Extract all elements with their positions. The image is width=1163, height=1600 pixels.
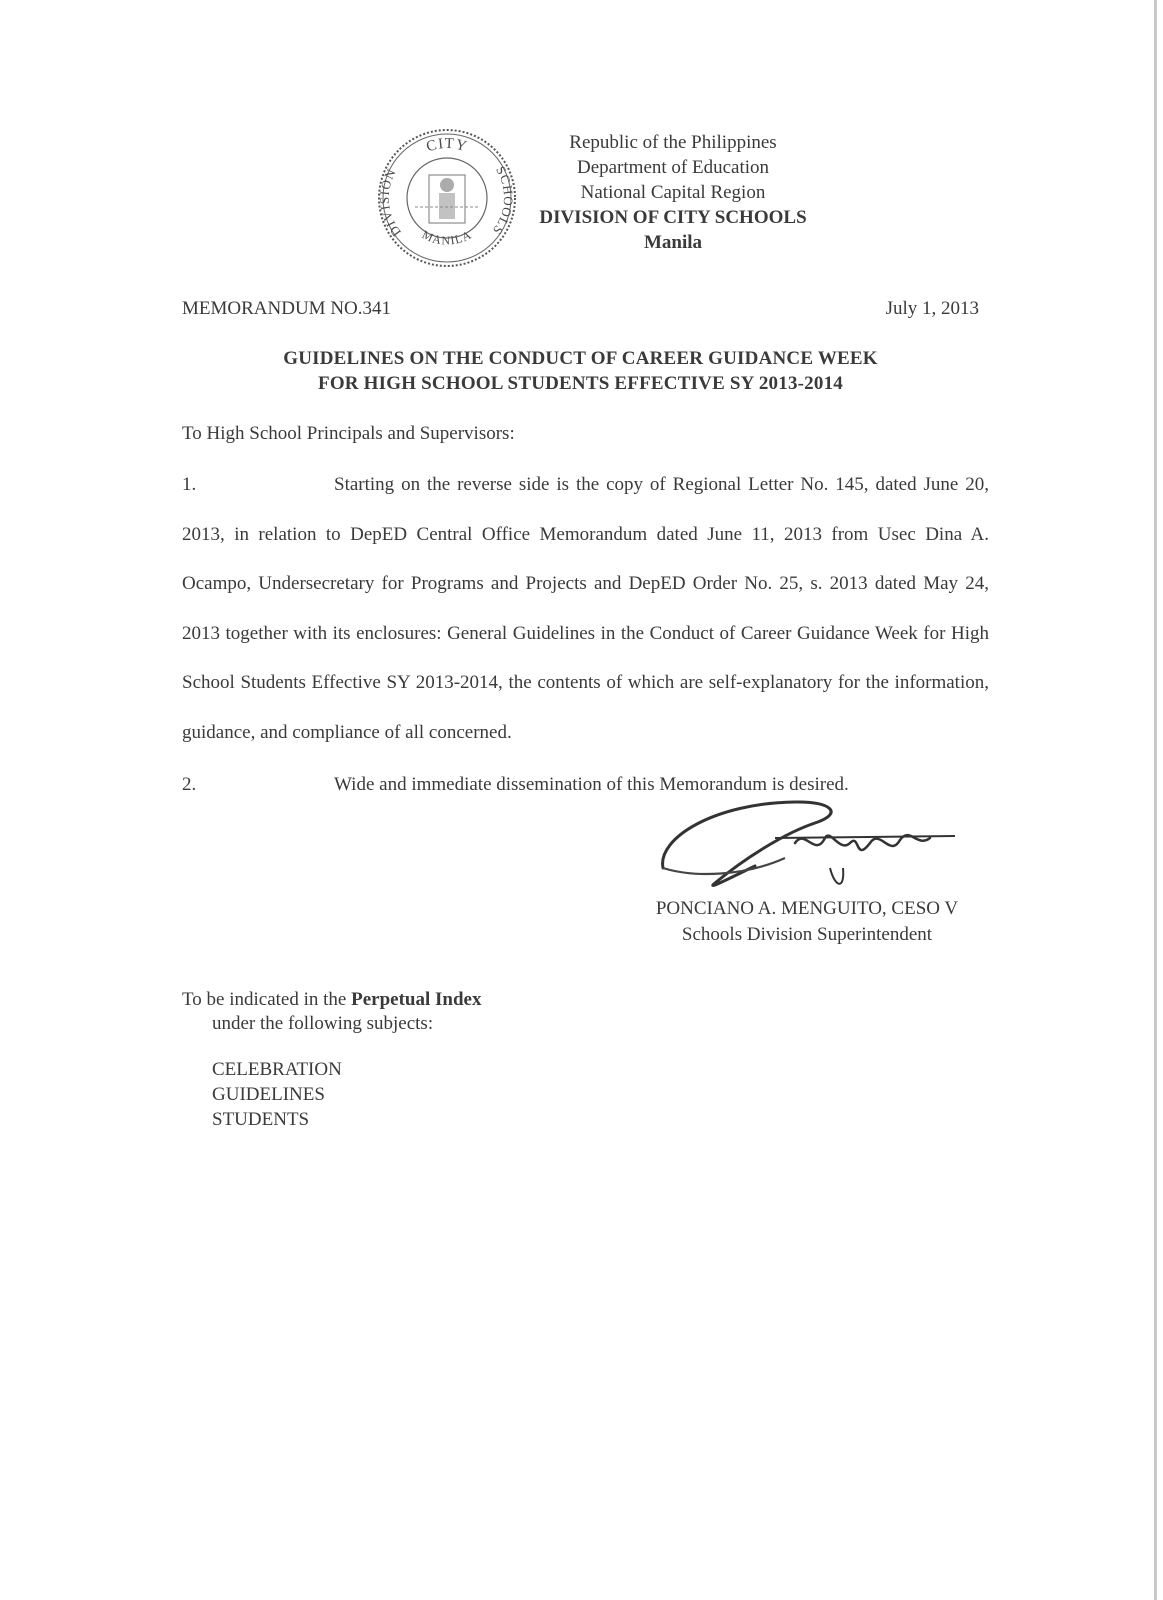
svg-text:CITY [425,136,470,155]
division-seal [375,127,520,269]
subject-item: GUIDELINES [212,1084,325,1105]
memorandum-date: July 1, 2013 [885,298,979,319]
addressee: To High School Principals and Supervisors: [182,423,515,444]
header-department: Department of Education [576,157,770,178]
paragraph-1-number: 1. [182,474,197,495]
subject-item: CELEBRATION [212,1059,342,1080]
index-title: Perpetual Index [351,989,482,1010]
perpetual-index-note [182,988,481,1036]
header-republic: Republic of the Philippines [569,132,777,153]
paragraph-2-text: Wide and immediate dissemination of this Memorandum is desired. [334,774,849,795]
index-subjects [212,1057,342,1132]
svg-text:MANILA [420,227,474,247]
header-region: National Capital Region [580,182,766,203]
signature [655,798,970,898]
signatory-name: PONCIANO A. MENGUITO, CESO V [655,898,959,919]
index-subtitle: under the following subjects: [212,1013,434,1034]
header-division: DIVISION OF CITY SCHOOLS [539,207,807,228]
scan-edge [1154,0,1157,1600]
subject-item: STUDENTS [212,1109,310,1130]
signatory-block [637,896,977,948]
memorandum-number: MEMORANDUM NO.341 [182,298,392,319]
svg-text:SCHOOLS [489,163,516,238]
title-line-1: GUIDELINES ON THE CONDUCT OF CAREER GUIDANCE WEEK [283,348,878,369]
header-city: Manila [643,232,703,253]
paragraph-1-text: Starting on the reverse side is the copy of Regional Letter No. 145, dated June 20, 2013, in relation to DepED Central Office Memorandum dated June 11, 2013 from Usec Dina A. Ocampo, Undersecretary for Programs and Projects and DepED Order No. 25, s. 2013 dated May 24, 2013 together with its enclosures: General Guidelines in the Conduct of Career Guidance Week for High School Students Effective SY 2013-2014, the contents of which are self-explanatory for the information, guidance, and compliance of all concerned. [182,474,989,743]
paragraph-2-number: 2. [182,774,197,795]
letterhead [523,130,823,255]
seal-text-top: CITY [424,135,470,156]
index-prefix: To be indicated in the [182,989,352,1010]
seal-text-left: DIVISION [376,165,404,240]
seal-text-right: SCHOOLS [489,163,517,239]
title-line-2: FOR HIGH SCHOOL STUDENTS EFFECTIVE SY 2013-2014 [318,373,843,394]
svg-text:DIVISION [377,166,404,240]
memorandum-title [182,346,979,396]
seal-text-bottom: MANILA [419,227,475,248]
paragraph-1 [182,460,989,757]
signatory-position: Schools Division Superintendent [681,924,933,945]
